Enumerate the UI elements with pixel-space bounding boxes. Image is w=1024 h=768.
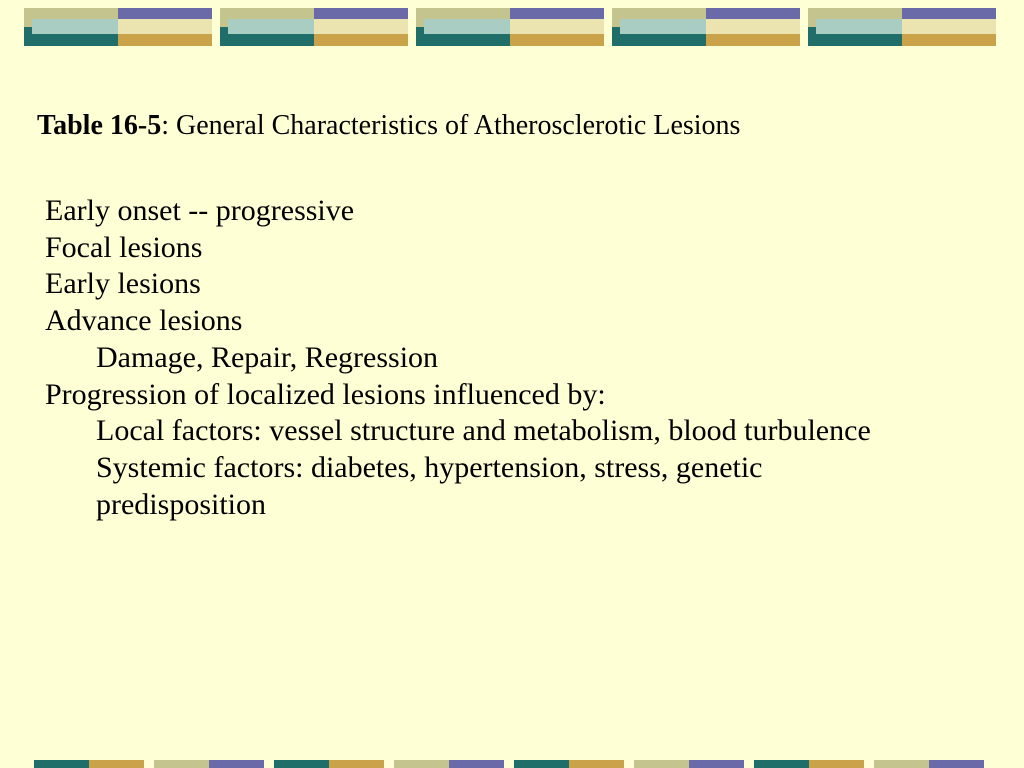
title-text: : General Characteristics of Atherosclerotic Lesions (161, 110, 741, 141)
list-item: Progression of localized lesions influenced by: (45, 377, 606, 411)
list-item: Early onset -- progressive (45, 194, 355, 227)
decorative-tile (874, 760, 984, 768)
bottom-decorative-band (0, 760, 1024, 768)
decorative-tile (514, 760, 624, 768)
decorative-tile (612, 8, 800, 46)
sub-list-item: Local factors: vessel structure and metabolism, blood turbulence (96, 414, 871, 448)
decorative-tile (24, 8, 212, 46)
sub-list-item: Damage, Repair, Regression (96, 340, 439, 374)
decorative-tile (634, 760, 744, 768)
sub-list-item: Systemic factors: diabetes, hypertension, stress, genetic predisposition (96, 450, 763, 521)
decorative-tile (808, 8, 996, 46)
list-item: Focal lesions (45, 230, 203, 264)
list-item: Advance lesions (45, 304, 243, 338)
slide-title (37, 108, 740, 144)
decorative-tile (274, 760, 384, 768)
decorative-tile (220, 8, 408, 46)
slide-body (45, 193, 995, 523)
table-number: Table 16-5 (37, 110, 162, 141)
decorative-tile (34, 760, 144, 768)
decorative-tile (754, 760, 864, 768)
list-item: Early lesions (45, 267, 201, 301)
top-decorative-band (0, 8, 1024, 46)
decorative-tile (416, 8, 604, 46)
decorative-tile (394, 760, 504, 768)
decorative-tile (154, 760, 264, 768)
